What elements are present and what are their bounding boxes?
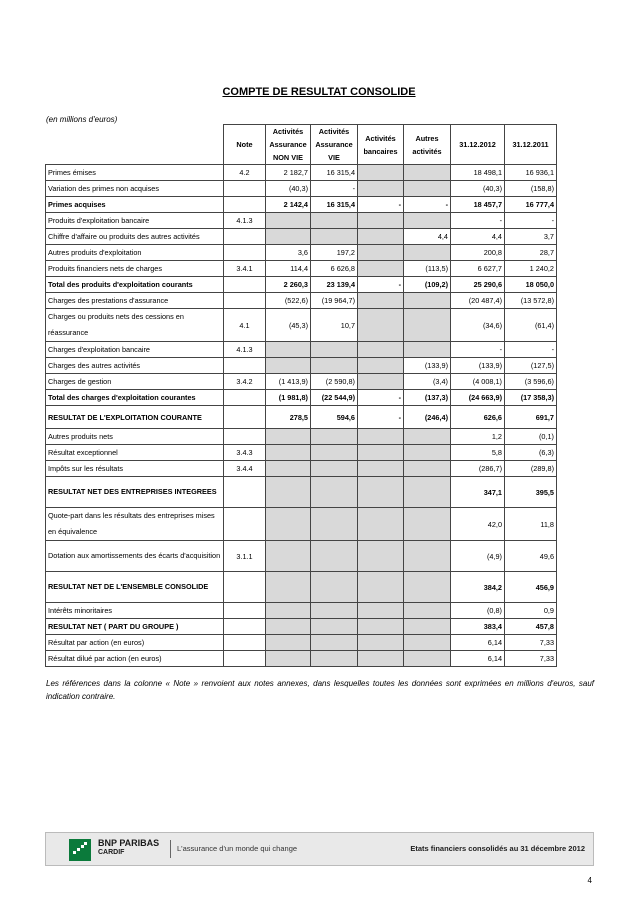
cell-2012: - <box>451 342 505 358</box>
cell-autres: (113,5) <box>404 261 451 277</box>
cell-assurance-vie: (2 590,8) <box>311 374 358 390</box>
cell-2011: (289,8) <box>505 461 557 477</box>
footer-banner <box>45 832 594 866</box>
header-assurance-vie: Activités Assurance VIE <box>311 125 358 165</box>
row-label: RESULTAT NET DE L'ENSEMBLE CONSOLIDE <box>46 572 224 603</box>
table-row <box>46 508 557 541</box>
cell-assurance-non-vie <box>266 619 311 635</box>
table-row <box>46 197 557 213</box>
cell-bancaires: - <box>358 390 404 406</box>
cell-assurance-vie <box>311 477 358 508</box>
row-note <box>224 245 266 261</box>
cell-autres <box>404 572 451 603</box>
cell-bancaires <box>358 309 404 342</box>
cell-assurance-non-vie <box>266 541 311 572</box>
table-row <box>46 229 557 245</box>
cell-2011: 457,8 <box>505 619 557 635</box>
row-label: Impôts sur les résultats <box>46 461 224 477</box>
cell-2012: (20 487,4) <box>451 293 505 309</box>
cell-2012: 383,4 <box>451 619 505 635</box>
footer-divider <box>170 840 171 858</box>
cell-2012: 25 290,6 <box>451 277 505 293</box>
page-title: COMPTE DE RESULTAT CONSOLIDE <box>222 86 416 98</box>
bnp-logo-icon <box>69 839 91 861</box>
cell-2012: 18 498,1 <box>451 165 505 181</box>
cell-2011: 3,7 <box>505 229 557 245</box>
cell-assurance-non-vie <box>266 342 311 358</box>
cell-assurance-vie <box>311 635 358 651</box>
cell-2012: (24 663,9) <box>451 390 505 406</box>
cell-autres <box>404 342 451 358</box>
row-note <box>224 651 266 667</box>
cell-assurance-non-vie <box>266 603 311 619</box>
cell-assurance-non-vie: (1 981,8) <box>266 390 311 406</box>
row-note <box>224 635 266 651</box>
cell-2011: 18 050,0 <box>505 277 557 293</box>
cell-autres: (137,3) <box>404 390 451 406</box>
row-label: Total des produits d'exploitation courants <box>46 277 224 293</box>
cell-2011: 691,7 <box>505 406 557 429</box>
cell-autres <box>404 245 451 261</box>
cell-2011: 1 240,2 <box>505 261 557 277</box>
cell-bancaires: - <box>358 406 404 429</box>
row-note: 3.4.4 <box>224 461 266 477</box>
row-label: RESULTAT NET ( PART DU GROUPE ) <box>46 619 224 635</box>
cell-autres: (3,4) <box>404 374 451 390</box>
header-bancaires: Activités bancaires <box>358 125 404 165</box>
cell-assurance-vie <box>311 572 358 603</box>
cell-bancaires <box>358 651 404 667</box>
cell-assurance-non-vie <box>266 635 311 651</box>
cell-2012: 384,2 <box>451 572 505 603</box>
cell-bancaires <box>358 229 404 245</box>
table-row <box>46 461 557 477</box>
cell-2012: 626,6 <box>451 406 505 429</box>
cell-bancaires: - <box>358 277 404 293</box>
cell-bancaires <box>358 261 404 277</box>
row-note <box>224 477 266 508</box>
cell-autres <box>404 181 451 197</box>
cell-2011: (13 572,8) <box>505 293 557 309</box>
table-row <box>46 181 557 197</box>
row-label: RESULTAT NET DES ENTREPRISES INTEGREES <box>46 477 224 508</box>
row-note: 3.1.1 <box>224 541 266 572</box>
cell-2011: (6,3) <box>505 445 557 461</box>
table-row <box>46 277 557 293</box>
cell-2011: (3 596,6) <box>505 374 557 390</box>
row-note <box>224 181 266 197</box>
table-row <box>46 619 557 635</box>
row-label: Charges d'exploitation bancaire <box>46 342 224 358</box>
row-label: Total des charges d'exploitation courantes <box>46 390 224 406</box>
cell-2011: 0,9 <box>505 603 557 619</box>
cell-2012: 1,2 <box>451 429 505 445</box>
cell-assurance-non-vie <box>266 461 311 477</box>
cell-autres <box>404 445 451 461</box>
cell-assurance-non-vie <box>266 229 311 245</box>
cell-2011: 395,5 <box>505 477 557 508</box>
table-row <box>46 603 557 619</box>
cell-assurance-vie: 23 139,4 <box>311 277 358 293</box>
cell-2011: (127,5) <box>505 358 557 374</box>
table-row <box>46 245 557 261</box>
cell-2011: (158,8) <box>505 181 557 197</box>
cell-autres <box>404 508 451 541</box>
unit-label: (en millions d'euros) <box>46 115 118 124</box>
cell-2011: 28,7 <box>505 245 557 261</box>
row-label: Résultat par action (en euros) <box>46 635 224 651</box>
row-note: 4.1.3 <box>224 342 266 358</box>
row-label: Intérêts minoritaires <box>46 603 224 619</box>
cell-2011: (61,4) <box>505 309 557 342</box>
footnote: Les références dans la colonne « Note » renvoient aux notes annexes, dans lesquelles toutes les données sont exprimées en millions d'euros, sauf indication contraire. <box>46 679 594 701</box>
row-label: Autres produits d'exploitation <box>46 245 224 261</box>
row-note: 4.2 <box>224 165 266 181</box>
income-statement-table <box>45 124 557 667</box>
cell-autres <box>404 309 451 342</box>
cell-bancaires <box>358 245 404 261</box>
cell-assurance-non-vie: (522,6) <box>266 293 311 309</box>
slogan: L'assurance d'un monde qui change <box>177 844 298 853</box>
brand-name: BNP PARIBAS <box>98 838 160 848</box>
table-row <box>46 429 557 445</box>
cell-assurance-vie <box>311 461 358 477</box>
cell-2011: (17 358,3) <box>505 390 557 406</box>
row-label: Charges des autres activités <box>46 358 224 374</box>
cell-2012: 42,0 <box>451 508 505 541</box>
row-label: Variation des primes non acquises <box>46 181 224 197</box>
cell-assurance-vie: (22 544,9) <box>311 390 358 406</box>
cell-2012: 200,8 <box>451 245 505 261</box>
row-note: 3.4.3 <box>224 445 266 461</box>
cell-assurance-non-vie: 278,5 <box>266 406 311 429</box>
cell-2012: 4,4 <box>451 229 505 245</box>
cell-assurance-vie: 10,7 <box>311 309 358 342</box>
cell-assurance-non-vie: 3,6 <box>266 245 311 261</box>
cell-2012: (40,3) <box>451 181 505 197</box>
row-note: 4.1.3 <box>224 213 266 229</box>
cell-autres <box>404 619 451 635</box>
cell-assurance-non-vie <box>266 213 311 229</box>
cell-assurance-vie <box>311 508 358 541</box>
cell-2012: (0,8) <box>451 603 505 619</box>
table-row <box>46 261 557 277</box>
cell-assurance-non-vie <box>266 477 311 508</box>
cell-autres: 4,4 <box>404 229 451 245</box>
footer-report-title: Etats financiers consolidés au 31 décembre 2012 <box>410 844 585 853</box>
row-note <box>224 293 266 309</box>
table-row <box>46 390 557 406</box>
cell-assurance-vie: 6 626,8 <box>311 261 358 277</box>
row-note <box>224 197 266 213</box>
row-label: RESULTAT DE L'EXPLOITATION COURANTE <box>46 406 224 429</box>
cell-assurance-vie <box>311 213 358 229</box>
cell-assurance-non-vie <box>266 651 311 667</box>
cell-assurance-vie <box>311 358 358 374</box>
cell-2012: (4,9) <box>451 541 505 572</box>
cell-autres <box>404 477 451 508</box>
row-note <box>224 508 266 541</box>
cell-2011: 16 936,1 <box>505 165 557 181</box>
cell-bancaires <box>358 508 404 541</box>
cell-2012: 18 457,7 <box>451 197 505 213</box>
cell-assurance-non-vie <box>266 358 311 374</box>
cell-bancaires <box>358 541 404 572</box>
cell-assurance-vie <box>311 342 358 358</box>
cell-2011: 7,33 <box>505 635 557 651</box>
row-note: 3.4.2 <box>224 374 266 390</box>
cell-assurance-non-vie: 2 260,3 <box>266 277 311 293</box>
row-note: 3.4.1 <box>224 261 266 277</box>
table-row <box>46 541 557 572</box>
header-2011: 31.12.2011 <box>505 125 557 165</box>
cell-assurance-non-vie: (1 413,9) <box>266 374 311 390</box>
cell-bancaires <box>358 429 404 445</box>
row-label: Primes émises <box>46 165 224 181</box>
cell-2011: 49,6 <box>505 541 557 572</box>
cell-2012: (286,7) <box>451 461 505 477</box>
header-autres: Autres activités <box>404 125 451 165</box>
cell-bancaires <box>358 572 404 603</box>
cell-autres <box>404 635 451 651</box>
cell-bancaires <box>358 342 404 358</box>
row-note <box>224 390 266 406</box>
cell-assurance-vie <box>311 229 358 245</box>
cell-assurance-non-vie <box>266 572 311 603</box>
cell-2012: 6 627,7 <box>451 261 505 277</box>
table-row <box>46 635 557 651</box>
cell-assurance-non-vie <box>266 429 311 445</box>
row-label: Chiffre d'affaire ou produits des autres activités <box>46 229 224 245</box>
cell-assurance-vie <box>311 429 358 445</box>
cell-2012: 347,1 <box>451 477 505 508</box>
cell-assurance-vie: - <box>311 181 358 197</box>
cell-assurance-non-vie: 114,4 <box>266 261 311 277</box>
row-label: Autres produits nets <box>46 429 224 445</box>
cell-assurance-non-vie: (45,3) <box>266 309 311 342</box>
row-note <box>224 229 266 245</box>
cell-autres: (246,4) <box>404 406 451 429</box>
cell-autres <box>404 293 451 309</box>
row-note <box>224 603 266 619</box>
row-note <box>224 619 266 635</box>
cell-2012: (133,9) <box>451 358 505 374</box>
cell-assurance-vie <box>311 445 358 461</box>
table-header-row <box>46 125 557 165</box>
table-row <box>46 572 557 603</box>
page-number: 4 <box>587 876 592 885</box>
cell-2012: 6,14 <box>451 651 505 667</box>
cell-bancaires <box>358 293 404 309</box>
table-row <box>46 406 557 429</box>
cell-bancaires <box>358 603 404 619</box>
table-row <box>46 374 557 390</box>
table-row <box>46 293 557 309</box>
header-2012: 31.12.2012 <box>451 125 505 165</box>
cell-bancaires: - <box>358 197 404 213</box>
header-blank <box>46 125 224 165</box>
cell-assurance-vie <box>311 603 358 619</box>
cell-autres: (133,9) <box>404 358 451 374</box>
cell-assurance-vie <box>311 651 358 667</box>
table-row <box>46 445 557 461</box>
cell-bancaires <box>358 213 404 229</box>
cell-2011: - <box>505 213 557 229</box>
row-label: Charges ou produits nets des cessions en réassurance <box>46 309 224 342</box>
cell-autres <box>404 651 451 667</box>
row-note <box>224 429 266 445</box>
cell-assurance-vie <box>311 541 358 572</box>
cell-2012: (4 008,1) <box>451 374 505 390</box>
table-row <box>46 651 557 667</box>
table-row <box>46 358 557 374</box>
cell-bancaires <box>358 445 404 461</box>
row-label: Produits d'exploitation bancaire <box>46 213 224 229</box>
row-note <box>224 358 266 374</box>
table-row <box>46 342 557 358</box>
cell-assurance-non-vie: 2 182,7 <box>266 165 311 181</box>
cell-bancaires <box>358 181 404 197</box>
cell-bancaires <box>358 477 404 508</box>
header-assurance-non-vie: Activités Assurance NON VIE <box>266 125 311 165</box>
cell-assurance-vie: 197,2 <box>311 245 358 261</box>
row-label: Charges des prestations d'assurance <box>46 293 224 309</box>
cell-assurance-vie <box>311 619 358 635</box>
table-row <box>46 477 557 508</box>
cell-2011: 16 777,4 <box>505 197 557 213</box>
cell-bancaires <box>358 619 404 635</box>
row-label: Dotation aux amortissements des écarts d'acquisition <box>46 541 224 572</box>
cell-2011: - <box>505 342 557 358</box>
cell-2012: - <box>451 213 505 229</box>
cell-autres <box>404 213 451 229</box>
cell-assurance-vie: 594,6 <box>311 406 358 429</box>
cell-2012: 6,14 <box>451 635 505 651</box>
cell-2011: 11,8 <box>505 508 557 541</box>
cell-autres <box>404 603 451 619</box>
cell-autres: (109,2) <box>404 277 451 293</box>
table-row <box>46 165 557 181</box>
cell-bancaires <box>358 374 404 390</box>
table-row <box>46 309 557 342</box>
row-label: Résultat dilué par action (en euros) <box>46 651 224 667</box>
cell-autres: - <box>404 197 451 213</box>
cell-assurance-vie: 16 315,4 <box>311 197 358 213</box>
cell-bancaires <box>358 165 404 181</box>
row-label: Produits financiers nets de charges <box>46 261 224 277</box>
row-label: Quote-part dans les résultats des entreprises mises en équivalence <box>46 508 224 541</box>
cell-2011: 7,33 <box>505 651 557 667</box>
cell-autres <box>404 165 451 181</box>
row-label: Charges de gestion <box>46 374 224 390</box>
row-label: Résultat exceptionnel <box>46 445 224 461</box>
cell-assurance-non-vie <box>266 445 311 461</box>
row-note <box>224 572 266 603</box>
table-row <box>46 213 557 229</box>
row-note <box>224 277 266 293</box>
cell-assurance-vie: (19 964,7) <box>311 293 358 309</box>
cell-autres <box>404 461 451 477</box>
cell-assurance-vie: 16 315,4 <box>311 165 358 181</box>
cell-assurance-non-vie <box>266 508 311 541</box>
cell-autres <box>404 429 451 445</box>
row-note <box>224 406 266 429</box>
row-label: Primes acquises <box>46 197 224 213</box>
cell-autres <box>404 541 451 572</box>
cell-assurance-non-vie: (40,3) <box>266 181 311 197</box>
cell-2012: 5,8 <box>451 445 505 461</box>
cell-bancaires <box>358 635 404 651</box>
cell-2011: 456,9 <box>505 572 557 603</box>
cell-bancaires <box>358 461 404 477</box>
cell-2012: (34,6) <box>451 309 505 342</box>
brand-sub: CARDIF <box>98 849 125 856</box>
cell-bancaires <box>358 358 404 374</box>
header-note: Note <box>224 125 266 165</box>
cell-2011: (0,1) <box>505 429 557 445</box>
cell-assurance-non-vie: 2 142,4 <box>266 197 311 213</box>
row-note: 4.1 <box>224 309 266 342</box>
